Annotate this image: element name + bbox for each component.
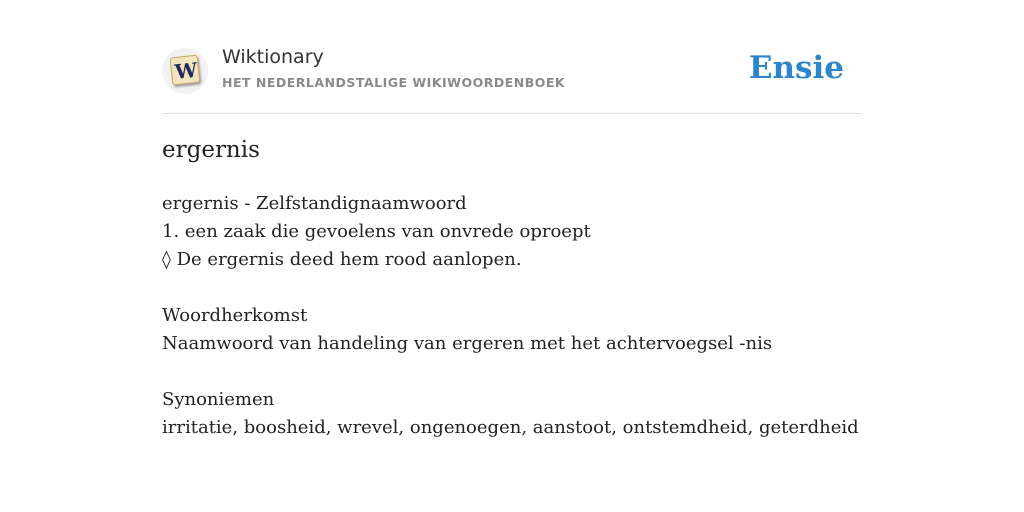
ensie-logo-link[interactable]: Ensie [748,50,844,86]
header [162,46,862,114]
synonyms-list: irritatie, boosheid, wrevel, ongenoegen, aanstoot, ontstemdheid, geterdheid [162,417,859,438]
brand-subtitle: HET NEDERLANDSTALIGE WIKIWOORDENBOEK [222,75,566,90]
brand-title[interactable]: Wiktionary [222,46,324,68]
page-title: ergernis [162,137,260,163]
entry-content [162,190,862,442]
synonyms-heading: Synoniemen [162,389,275,410]
spacer [162,358,862,386]
part-of-speech-line: ergernis - Zelfstandignaamwoord [162,193,467,214]
definition: 1. een zaak die gevoelens van onvrede oproept [162,221,591,242]
example-sentence: ◊ De ergernis deed hem rood aanlopen. [162,249,522,270]
etymology-text: Naamwoord van handeling van ergeren met het achtervoegsel -nis [162,333,773,354]
etymology-heading: Woordherkomst [162,305,308,326]
wiktionary-logo-icon[interactable] [162,48,208,94]
spacer [162,274,862,302]
logo-letter: W [173,57,199,84]
logo-tile [170,55,201,86]
